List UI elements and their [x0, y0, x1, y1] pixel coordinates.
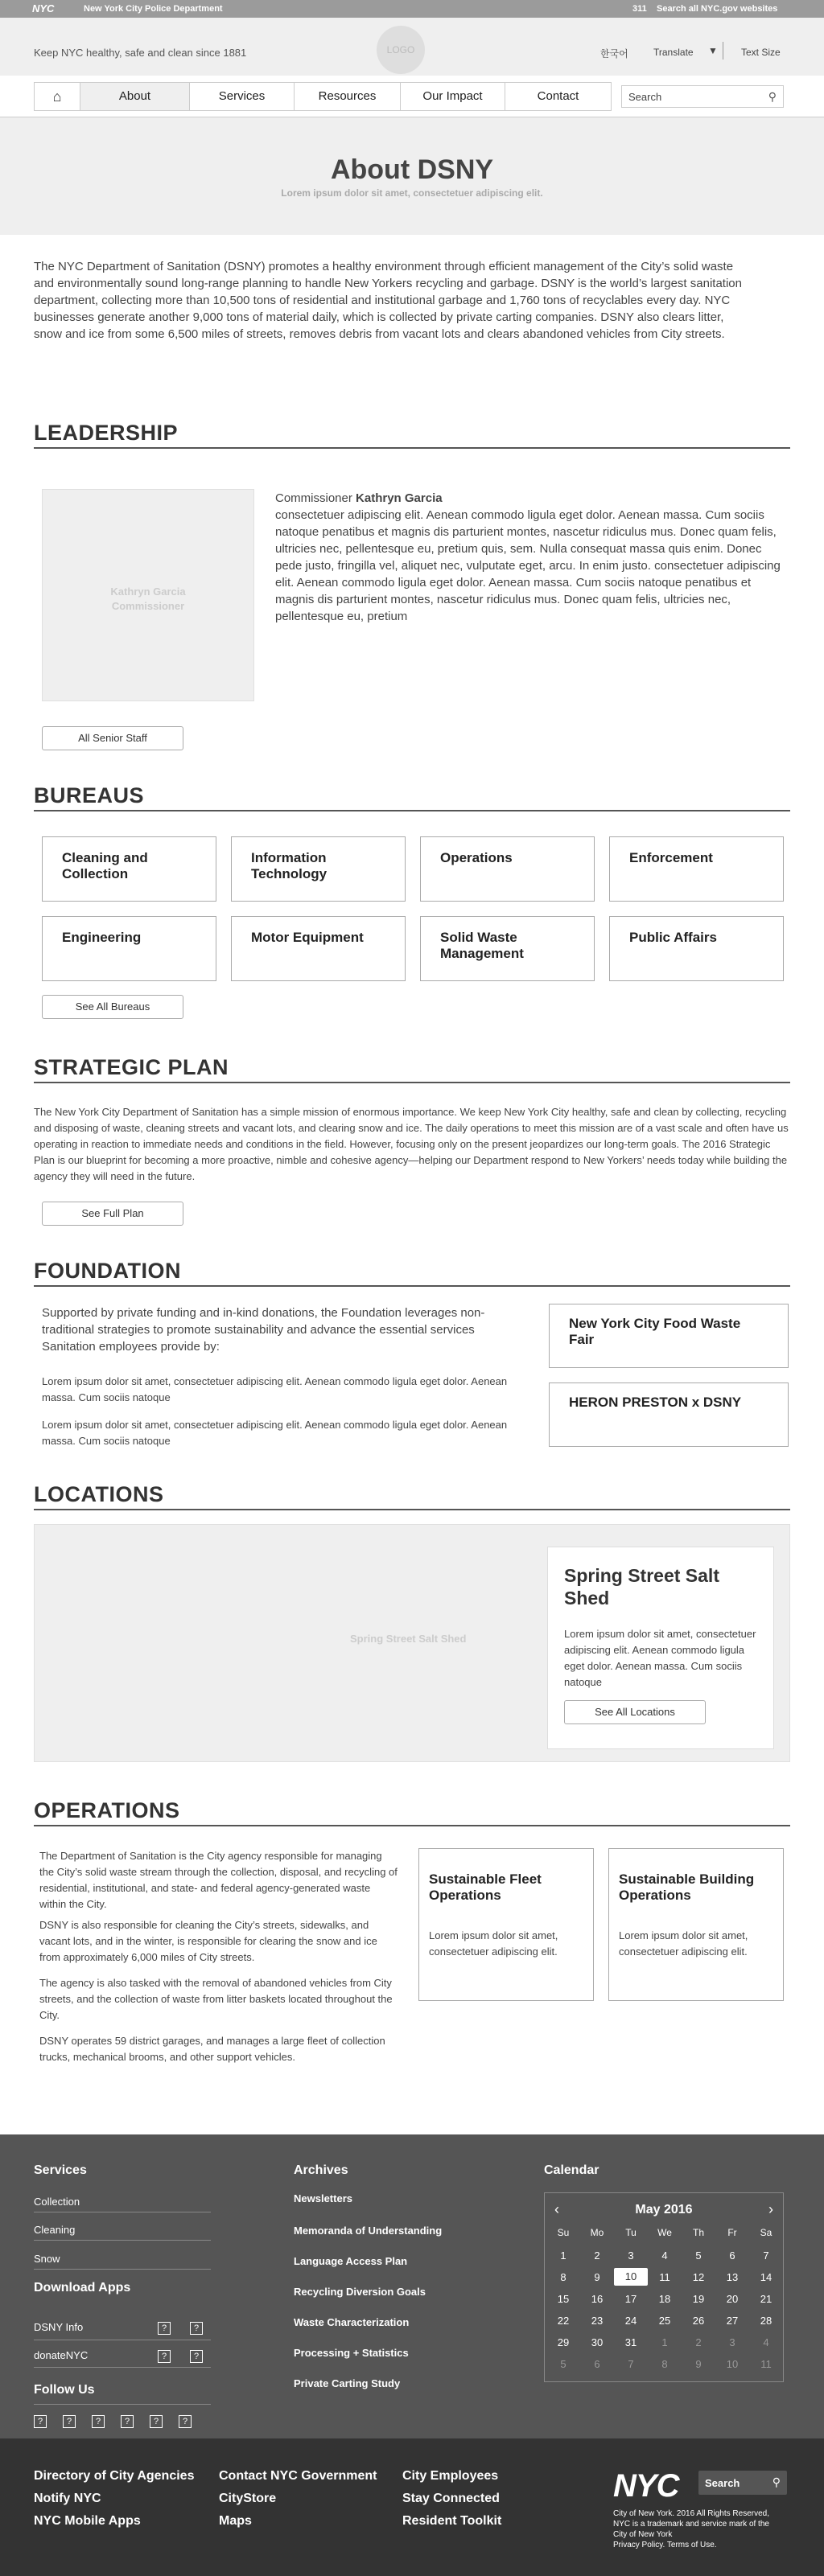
facebook-icon[interactable]: ?	[34, 2415, 47, 2428]
operations-paragraph: The agency is also tasked with the removal of abandoned vehicles from City streets, and the collection of waste from litter baskets located throughout the City.	[39, 1977, 393, 2021]
operations-paragraph: DSNY operates 59 district garages, and manages a large fleet of collection trucks, mechanical brooms, and other support vehicles.	[39, 2035, 385, 2063]
calendar-day[interactable]: 8	[560, 2271, 566, 2283]
footer-link[interactable]: Collection	[34, 2196, 80, 2208]
calendar-day[interactable]: 6	[729, 2249, 735, 2262]
bureau-card[interactable]: Information Technology	[231, 836, 406, 902]
text-size-button[interactable]: Text Size	[741, 47, 781, 58]
calendar-day[interactable]: 18	[658, 2293, 671, 2305]
operations-paragraph: DSNY is also responsible for cleaning the City’s streets, sidewalks, and vacant lots, and in the winter, is responsible for clearing the snow and ice from approximately 6,000 miles of City streets.	[39, 1919, 377, 1963]
app-store-icon[interactable]: ?	[158, 2350, 171, 2363]
archive-link[interactable]: Processing + Statistics	[294, 2347, 409, 2359]
nav-about[interactable]: About	[80, 82, 190, 111]
calendar-day[interactable]: 26	[692, 2315, 705, 2327]
calendar-day[interactable]: 28	[760, 2315, 772, 2327]
calendar-day[interactable]: 20	[726, 2293, 739, 2305]
copyright	[613, 2508, 782, 2550]
commissioner-bio-text: consectetuer adipiscing elit. Aenean commodo ligula eget dolor. Aenean massa. Cum sociis natoque penatibus et magnis dis parturient montes, nascetur ridiculus mus. Donec quam felis, ultricies nec, pellentesque eu, pretium quis, sem. Nulla consequat massa quis enim. Donec pede justo, fringilla vel, aliquet nec, vulputate eget, arcu. In enim justo. consectetuer adipiscing elit. Aenean commodo ligula eget dolor. Aenean massa. Cum sociis natoque penatibus et magnis dis parturient montes, nascetur ridiculus mus. Donec quam felis, ultricies nec, pellentesque eu, pretium	[275, 508, 781, 623]
location-card-title[interactable]: Spring Street Salt Shed	[564, 1565, 719, 1608]
bottom-link[interactable]: Stay Connected	[402, 2492, 500, 2505]
calendar-weekday: Tu	[625, 2227, 637, 2238]
footer-services-heading: Services	[34, 2163, 87, 2177]
search-box	[621, 85, 784, 108]
bottom-bar	[0, 2438, 824, 2576]
link-311[interactable]: 311	[632, 4, 647, 14]
tumblr-icon[interactable]: ?	[179, 2415, 192, 2428]
calendar-month: May 2016	[635, 2203, 693, 2217]
commissioner-role: Commissioner	[275, 491, 352, 505]
archive-link[interactable]: Private Carting Study	[294, 2377, 401, 2389]
calendar-widget	[544, 2192, 784, 2382]
footer-search-icon[interactable]: ⚲	[772, 2475, 781, 2488]
page-title: About DSNY	[330, 154, 494, 185]
foundation-card[interactable]: HERON PRESTON x DSNY	[549, 1382, 789, 1447]
operations-card[interactable]	[418, 1848, 594, 2001]
foundation-paragraph: Lorem ipsum dolor sit amet, consectetuer adipiscing elit. Aenean commodo ligula eget dolor. Aenean massa. Cum sociis natoque	[42, 1419, 508, 1447]
footer-search-box	[698, 2471, 787, 2495]
calendar-day[interactable]: 22	[557, 2315, 570, 2327]
footer-link[interactable]: Cleaning	[34, 2224, 76, 2236]
calendar-day[interactable]: 4	[763, 2336, 769, 2348]
location-card-text: Lorem ipsum dolor sit amet, consectetuer adipiscing elit. Aenean commodo ligula eget dolor. Aenean massa. Cum sociis natoque	[564, 1628, 756, 1688]
agency-title-link[interactable]: New York City Police Department	[84, 4, 223, 14]
home-icon: ⌂	[52, 88, 62, 105]
foundation-lead: Supported by private funding and in-kind donations, the Foundation leverages non-traditional strategies to promote sustainability and advance the essential services Sanitation employees provide by:	[42, 1306, 485, 1354]
calendar-day[interactable]: 9	[594, 2271, 600, 2283]
operations-heading: OPERATIONS	[34, 1798, 790, 1826]
leadership-bio	[275, 490, 785, 625]
copyright-line: NYC is a trademark and service mark of the City of New York	[613, 2520, 769, 2539]
main-nav	[0, 76, 824, 117]
bottom-link[interactable]: Notify NYC	[34, 2492, 101, 2505]
bureaus-heading: BUREAUS	[34, 783, 790, 811]
calendar-day[interactable]: 1	[661, 2336, 668, 2348]
calendar-day[interactable]: 24	[624, 2315, 637, 2327]
nav-resources[interactable]: Resources	[295, 82, 401, 111]
footer-link[interactable]: Snow	[34, 2253, 60, 2265]
calendar-day[interactable]: 19	[692, 2293, 705, 2305]
calendar-weekday: Su	[557, 2227, 570, 2238]
page-subtitle: Lorem ipsum dolor sit amet, consectetuer adipiscing elit.	[281, 187, 543, 199]
bottom-link[interactable]: Contact NYC Government	[219, 2469, 377, 2483]
calendar-day[interactable]: 23	[591, 2315, 604, 2327]
calendar-day[interactable]: 30	[591, 2336, 604, 2348]
calendar-weekday: Fr	[727, 2227, 737, 2238]
footer-divider	[34, 2367, 211, 2368]
calendar-day[interactable]: 5	[560, 2358, 566, 2370]
search-all-link[interactable]: Search all NYC.gov websites	[657, 4, 778, 14]
operations-card-text: Lorem ipsum dolor sit amet, consectetuer adipiscing elit.	[619, 1929, 748, 1958]
home-button[interactable]	[34, 82, 80, 111]
calendar-day[interactable]: 10	[614, 2268, 648, 2286]
calendar-day[interactable]: 29	[557, 2336, 570, 2348]
see-full-plan-button[interactable]: See Full Plan	[42, 1202, 183, 1226]
strategic-plan-text: The New York City Department of Sanitation has a simple mission of enormous importance. We keep New York City healthy, safe and clean by collecting, recycling and disposing of waste, cleaning streets and vacant lots, and clearing snow and ice. The daily operations to meet this mission are of a vast scale and often have us operating in reaction to immediate needs and conditions in the field. However, focusing only on the present jeopardizes our long-term goals. The 2016 Strategic Plan is our blueprint for becoming a more proactive, nimble and cohesive agency—helping our Department respond to New Yorkers’ needs today while building the agency they will need in the future.	[34, 1106, 789, 1182]
bottom-link[interactable]: Maps	[219, 2514, 252, 2528]
intro-paragraph: The NYC Department of Sanitation (DSNY) promotes a healthy environment through efficient management of the City’s solid waste and environmentally sound long-range planning to handle New Yorkers recycling and garbage. DSNY is the world’s largest sanitation department, collecting more than 10,500 tons of residential and institutional garbage and 1,760 tons of recyclables every day. NYC businesses generate another 9,000 tons of material daily, which is collected by private carting companies. DSNY also clears litter, snow and ice from some 6,500 miles of streets, removes debris from vacant lots and clears abandoned vehicles from City streets.	[34, 260, 742, 341]
calendar-weekday: Sa	[760, 2227, 772, 2238]
location-image-label: Spring Street Salt Shed	[350, 1633, 467, 1645]
bureau-card[interactable]: Public Affairs	[609, 916, 784, 981]
strategic-plan-heading: STRATEGIC PLAN	[34, 1055, 790, 1083]
see-all-bureaus-button[interactable]: See All Bureaus	[42, 995, 183, 1019]
commissioner-name[interactable]: Kathryn Garcia	[356, 491, 443, 505]
archive-link[interactable]: Recycling Diversion Goals	[294, 2286, 426, 2298]
terms-of-use-link[interactable]: Terms of Use.	[666, 2541, 717, 2549]
language-selector[interactable]: 한국어	[600, 48, 628, 60]
leadership-heading: LEADERSHIP	[34, 421, 790, 449]
calendar-day[interactable]: 27	[726, 2315, 739, 2327]
hero-banner	[0, 117, 824, 235]
calendar-day[interactable]: 13	[726, 2271, 739, 2283]
archive-link[interactable]: Memoranda of Understanding	[294, 2225, 443, 2237]
foundation-card[interactable]: New York City Food Waste Fair	[549, 1304, 789, 1368]
bureau-card[interactable]: Motor Equipment	[231, 916, 406, 981]
bureau-card[interactable]: Cleaning and Collection	[42, 836, 216, 902]
tagline: Keep NYC healthy, safe and clean since 1881	[34, 47, 247, 59]
calendar-day[interactable]: 17	[624, 2293, 637, 2305]
all-senior-staff-button[interactable]: All Senior Staff	[42, 726, 183, 750]
calendar-day[interactable]: 25	[658, 2315, 671, 2327]
top-bar	[0, 0, 824, 18]
translate-link[interactable]: Translate	[653, 47, 694, 58]
foundation-heading: FOUNDATION	[34, 1259, 790, 1287]
bureau-card[interactable]: Engineering	[42, 916, 216, 981]
footer-app-link[interactable]: donateNYC	[34, 2349, 89, 2361]
nav-contact[interactable]: Contact	[505, 82, 612, 111]
footer-apps-heading: Download Apps	[34, 2281, 131, 2295]
nyc-footer-logo[interactable]: NYC	[613, 2468, 679, 2504]
instagram-icon[interactable]: ?	[92, 2415, 105, 2428]
app-store-icon[interactable]: ?	[158, 2322, 171, 2335]
google-play-icon[interactable]: ?	[190, 2350, 203, 2363]
footer-app-link[interactable]: DSNY Info	[34, 2321, 84, 2333]
archive-link[interactable]: Waste Characterization	[294, 2316, 410, 2328]
operations-card-title[interactable]: Sustainable Building Operations	[619, 1871, 755, 1903]
calendar-day[interactable]: 14	[760, 2271, 772, 2283]
footer-follow-heading: Follow Us	[34, 2383, 95, 2397]
bureau-card[interactable]: Operations	[420, 836, 595, 902]
bottom-link[interactable]: City Employees	[402, 2469, 499, 2483]
calendar-day[interactable]: 1	[560, 2249, 566, 2262]
nav-services[interactable]: Services	[190, 82, 295, 111]
footer-divider	[34, 2404, 211, 2405]
bureau-card[interactable]: Enforcement	[609, 836, 784, 902]
calendar-day[interactable]: 6	[594, 2358, 600, 2370]
calendar-weekday: Th	[692, 2227, 704, 2238]
calendar-day[interactable]: 11	[659, 2271, 670, 2283]
operations-card-title[interactable]: Sustainable Fleet Operations	[429, 1871, 542, 1903]
footer-search-input[interactable]	[698, 2471, 763, 2495]
calendar-day[interactable]: 9	[695, 2358, 702, 2370]
archive-link[interactable]: Newsletters	[294, 2192, 352, 2204]
calendar-day[interactable]: 3	[729, 2336, 735, 2348]
copyright-line: City of New York. 2016 All Rights Reserved,	[613, 2509, 769, 2518]
calendar-day[interactable]: 31	[624, 2336, 637, 2348]
translate-dropdown-icon[interactable]: ▼	[708, 45, 718, 56]
agency-logo[interactable]: LOGO	[377, 26, 425, 74]
bottom-link[interactable]: Directory of City Agencies	[34, 2469, 195, 2483]
calendar-day[interactable]: 12	[692, 2271, 705, 2283]
twitter-icon[interactable]: ?	[63, 2415, 76, 2428]
footer-divider	[34, 2240, 211, 2241]
nyc-logo[interactable]: NYC	[32, 2, 55, 14]
privacy-policy-link[interactable]: Privacy Policy.	[613, 2541, 665, 2549]
calendar-day[interactable]: 7	[628, 2358, 634, 2370]
calendar-day[interactable]: 3	[628, 2249, 634, 2262]
calendar-day[interactable]: 4	[661, 2249, 668, 2262]
calendar-day[interactable]: 2	[695, 2336, 702, 2348]
see-all-locations-button[interactable]: See All Locations	[564, 1700, 706, 1724]
site-header	[0, 18, 824, 76]
youtube-icon[interactable]: ?	[121, 2415, 134, 2428]
calendar-weekday: Mo	[590, 2227, 604, 2238]
search-icon[interactable]: ⚲	[768, 90, 777, 103]
calendar-day[interactable]: 2	[594, 2249, 600, 2262]
calendar-prev-icon[interactable]: ‹	[554, 2201, 559, 2217]
calendar-day[interactable]: 15	[557, 2293, 570, 2305]
operations-paragraph: The Department of Sanitation is the City agency responsible for managing the City’s solid waste stream through the collection, disposal, and recycling of residential, institutional, and state- and federal agency-generated waste within the City.	[39, 1850, 398, 1910]
calendar-day[interactable]: 8	[661, 2358, 668, 2370]
archive-link[interactable]: Language Access Plan	[294, 2255, 408, 2267]
calendar-day[interactable]: 16	[591, 2293, 604, 2305]
nav-our-impact[interactable]: Our Impact	[401, 82, 505, 111]
bureau-card[interactable]: Solid Waste Management	[420, 916, 595, 981]
calendar-day[interactable]: 11	[760, 2358, 772, 2370]
bottom-link[interactable]: Resident Toolkit	[402, 2514, 502, 2528]
operations-card-text: Lorem ipsum dolor sit amet, consectetuer adipiscing elit.	[429, 1929, 558, 1958]
flickr-icon[interactable]: ?	[150, 2415, 163, 2428]
calendar-next-icon[interactable]: ›	[768, 2201, 773, 2217]
locations-heading: LOCATIONS	[34, 1482, 790, 1510]
google-play-icon[interactable]: ?	[190, 2322, 203, 2335]
search-input[interactable]	[622, 86, 759, 107]
footer-divider	[34, 2269, 211, 2270]
foundation-paragraph: Lorem ipsum dolor sit amet, consectetuer adipiscing elit. Aenean commodo ligula eget dolor. Aenean massa. Cum sociis natoque	[42, 1375, 508, 1403]
bottom-link[interactable]: NYC Mobile Apps	[34, 2514, 141, 2528]
calendar-day[interactable]: 5	[695, 2249, 702, 2262]
calendar-weekday: We	[657, 2227, 672, 2238]
calendar-day[interactable]: 21	[760, 2293, 772, 2305]
bottom-link[interactable]: CityStore	[219, 2492, 277, 2505]
calendar-day[interactable]: 7	[763, 2249, 769, 2262]
calendar-day[interactable]: 10	[726, 2358, 739, 2370]
footer-calendar-heading: Calendar	[544, 2163, 599, 2177]
operations-card[interactable]	[608, 1848, 784, 2001]
footer-archives-heading: Archives	[294, 2163, 348, 2177]
commissioner-photo: Kathryn Garcia Commissioner	[42, 489, 254, 701]
